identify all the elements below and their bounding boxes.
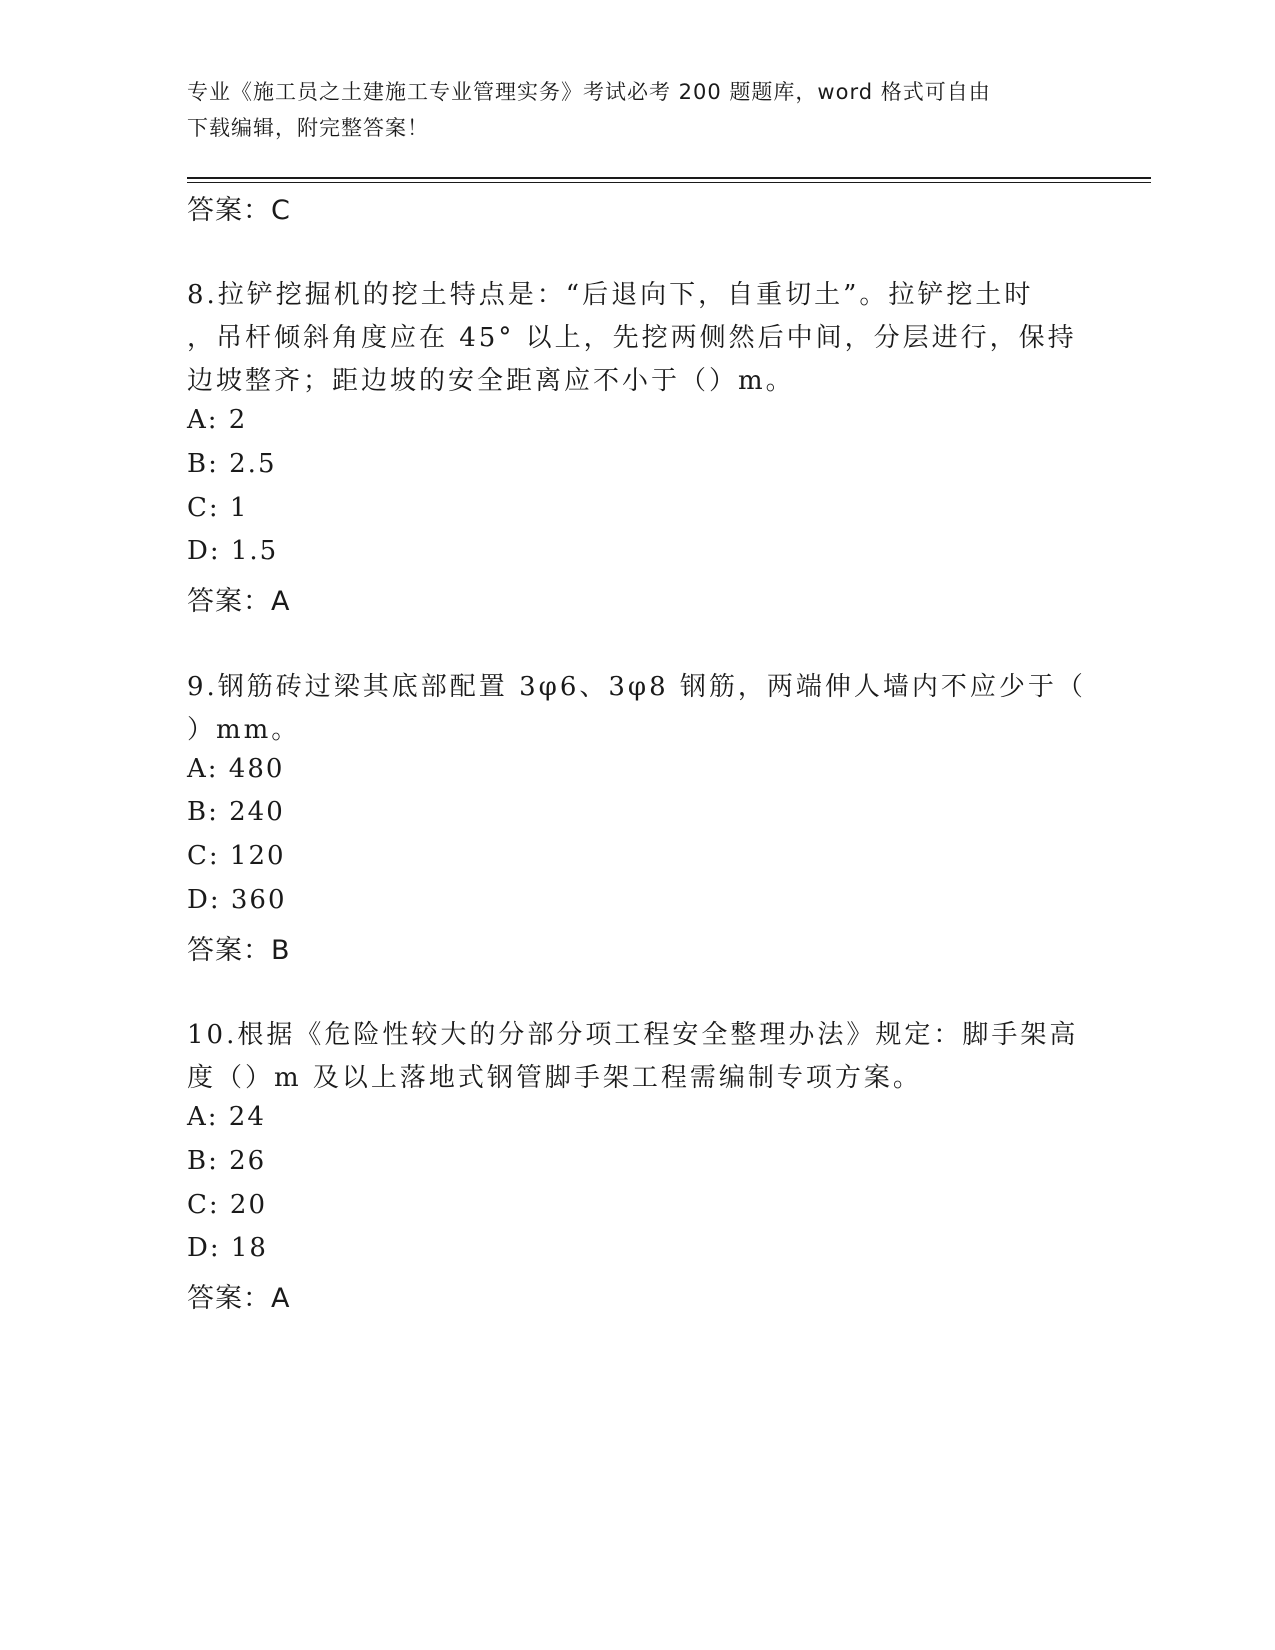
option-b: B: 240 [187, 797, 285, 827]
option-c: C: 120 [187, 841, 286, 871]
question-text-line: ，吊杆倾斜角度应在 45° 以上，先挖两侧然后中间，分层进行，保持 [187, 323, 1077, 353]
option-b: B: 26 [187, 1146, 267, 1176]
question-text-line: 度（）m 及以上落地式钢管脚手架工程需编制专项方案。 [187, 1063, 922, 1093]
answer-line: 答案：B [187, 935, 291, 966]
header-line-2: 下载编辑，附完整答案！ [187, 116, 429, 140]
option-a: A: 2 [187, 405, 248, 435]
question-text-line: ）mm。 [187, 715, 301, 745]
option-a: A: 24 [187, 1102, 266, 1132]
question-text-line: 9.钢筋砖过梁其底部配置 3φ6、3φ8 钢筋，两端伸人墙内不应少于（ [187, 672, 1086, 702]
option-c: C: 1 [187, 493, 249, 523]
option-d: D: 360 [187, 885, 287, 915]
option-b: B: 2.5 [187, 449, 277, 479]
answer-line: 答案：A [187, 586, 291, 617]
question-text-line: 8.拉铲挖掘机的挖土特点是：“后退向下，自重切土”。拉铲挖土时 [187, 280, 1034, 310]
document-header [187, 74, 1067, 146]
question-text-line: 10.根据《危险性较大的分部分项工程安全整理办法》规定：脚手架高 [187, 1020, 1079, 1050]
answer-line: 答案：C [187, 195, 291, 226]
option-d: D: 1.5 [187, 536, 279, 566]
header-divider-thin [187, 182, 1151, 183]
option-c: C: 20 [187, 1190, 268, 1220]
header-line-1: 专业《施工员之土建施工专业管理实务》考试必考 200 题题库，word 格式可自由 [187, 80, 991, 104]
option-d: D: 18 [187, 1233, 268, 1263]
header-divider-thick [187, 177, 1151, 179]
question-text-line: 边坡整齐；距边坡的安全距离应不小于（）m。 [187, 366, 795, 396]
option-a: A: 480 [187, 754, 285, 784]
answer-line: 答案：A [187, 1283, 291, 1314]
